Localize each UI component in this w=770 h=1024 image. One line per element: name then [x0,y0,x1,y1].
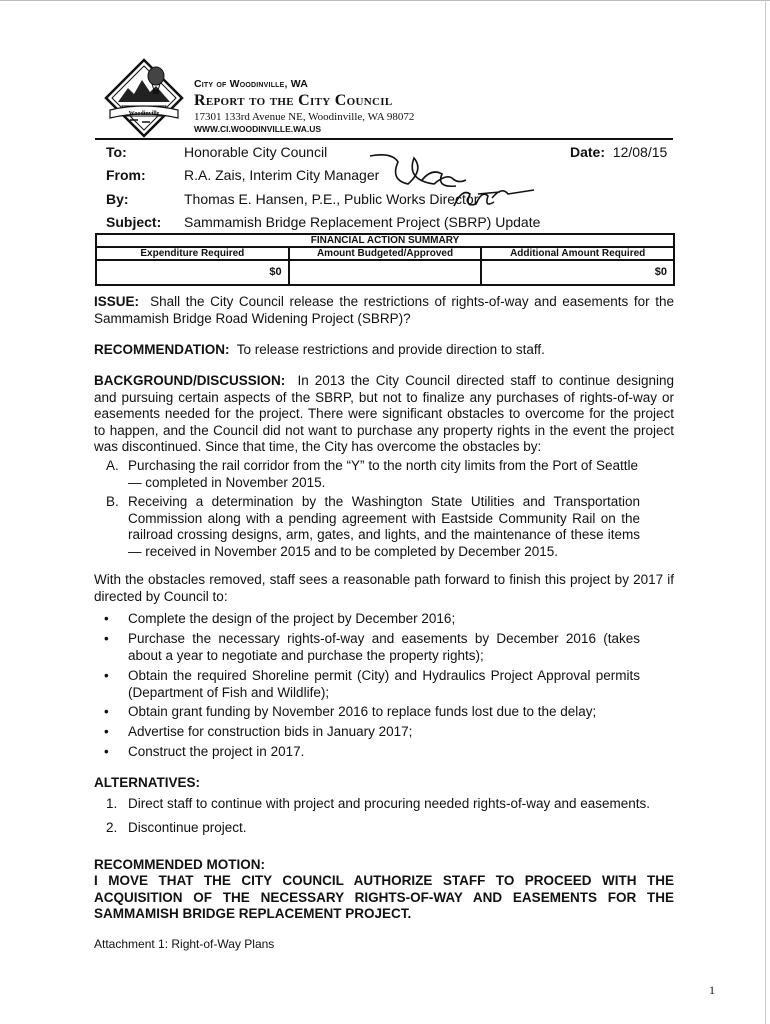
subject-value: Sammamish Bridge Replacement Project (SBRP) Update [184,214,541,230]
subject-label: Subject: [106,214,162,230]
list-marker: 2. [106,820,118,835]
list-item: Direct staff to continue with project and procuring needed rights-of-way and easements. [128,796,651,811]
background-text: In 2013 the City Council directed staff to continue designing and pursuing certain aspects of the SBRP, but not to finalize any purchases of rights-of-way or easements needed for the project. There were significant obstacles to overcome for the project to happen, and the Council did not want to purchase any property rights in the event the project was discontinued. Since that time, the City has overcome the obstacles by: [94,373,674,454]
by-label: By: [106,191,129,207]
svg-text:Woodinville: Woodinville [128,111,160,117]
financial-header-cell: Additional Amount Required [510,248,646,259]
path-forward-paragraph: With the obstacles removed, staff sees a reasonable path forward to finish this project by 2017 if directed by Council to: [94,572,674,604]
list-item: Obtain the required Shoreline permit (City) and Hydraulics Project Approval permits (Department of Fish and Wildlife); [128,668,640,700]
attachment-note: Attachment 1: Right-of-Way Plans [94,937,275,951]
bullet-marker: • [104,631,109,646]
bullet-marker: • [104,724,109,739]
background-label: BACKGROUND/DISCUSSION: [94,373,286,388]
header-rule [95,138,673,140]
list-marker: 1. [106,796,118,811]
date-value: 12/08/15 [612,144,668,160]
list-item: Discontinue project. [128,820,247,835]
report-header [194,78,414,134]
scan-edge-right [765,0,766,1024]
by-value: Thomas E. Hansen, P.E., Public Works Director [184,191,479,207]
to-value: Honorable City Council [184,144,328,160]
list-item: Construct the project in 2017. [128,744,305,759]
recommendation-label: RECOMMENDATION: [94,342,230,357]
public-works-director-signature [448,184,538,212]
page-number: 1 [709,983,715,997]
list-item: Receiving a determination by the Washington State Utilities and Transportation Commission along with a pending agreement with Eastside Community Rail on the railroad crossing designs, arm, gates, and lights, and the maintenance of these items — received in November 2015 and to be completed by December 2015. [128,494,640,559]
recommended-motion-heading: RECOMMENDED MOTION: [94,857,265,872]
from-label: From: [106,167,146,183]
report-title: Report to the City Council [194,92,393,109]
additional-amount-value: $0 [654,266,668,278]
issue-label: ISSUE: [94,294,140,309]
financial-header-cell: Expenditure Required [97,248,290,259]
financial-action-summary [95,233,675,286]
city-website: WWW.CI.WOODINVILLE.WA.US [194,124,322,134]
date-label: Date: [570,144,606,160]
amount-budgeted-value [290,261,483,284]
financial-header-row [97,248,673,261]
recommendation-text: To release restrictions and provide direction to staff. [236,342,545,357]
city-name: City of Woodinville, WA [194,78,309,90]
list-marker: A. [106,458,119,473]
financial-header-cell: Amount Budgeted/Approved [290,248,483,259]
list-item: Advertise for construction bids in January 2017; [128,724,413,739]
from-value: R.A. Zais, Interim City Manager [184,167,380,183]
list-item: Purchasing the rail corridor from the “Y” to the north city limits from the Port of Seattle — completed in November 2015. [128,458,638,490]
scan-edge-top [0,0,770,1]
expenditure-required-value: $0 [97,261,290,284]
financial-value-row [97,261,673,284]
to-label: To: [106,144,127,160]
financial-summary-title: FINANCIAL ACTION SUMMARY [97,235,673,248]
recommended-motion-text: I MOVE THAT THE CITY COUNCIL AUTHORIZE STAFF TO PROCEED WITH THE ACQUISITION OF THE NECESSARY RIGHTS-OF-WAY AND EASEMENTS FOR THE SAMMAMISH BRIDGE REPLACEMENT PROJECT. [94,873,674,921]
city-address: 17301 133rd Avenue NE, Woodinville, WA 98072 [194,111,415,123]
issue-paragraph [94,294,674,327]
bullet-marker: • [104,704,109,719]
bullet-marker: • [104,611,109,626]
city-seal-logo [104,58,184,138]
issue-text: Shall the City Council release the restrictions of rights-of-way and easements for the Sammamish Bridge Road Widening Project (SBRP)? [94,294,674,326]
bullet-marker: • [104,668,109,683]
list-marker: B. [106,494,119,509]
list-item: Purchase the necessary rights-of-way and easements by December 2016 (takes about a year to negotiate and purchase the property rights); [128,631,640,663]
recommendation-paragraph [94,342,674,359]
list-item: Obtain grant funding by November 2016 to replace funds lost due to the delay; [128,704,597,719]
bullet-marker: • [104,744,109,759]
date-row [570,144,667,160]
background-paragraph [94,373,674,456]
list-item: Complete the design of the project by December 2016; [128,611,456,626]
alternatives-heading: ALTERNATIVES: [94,775,200,790]
